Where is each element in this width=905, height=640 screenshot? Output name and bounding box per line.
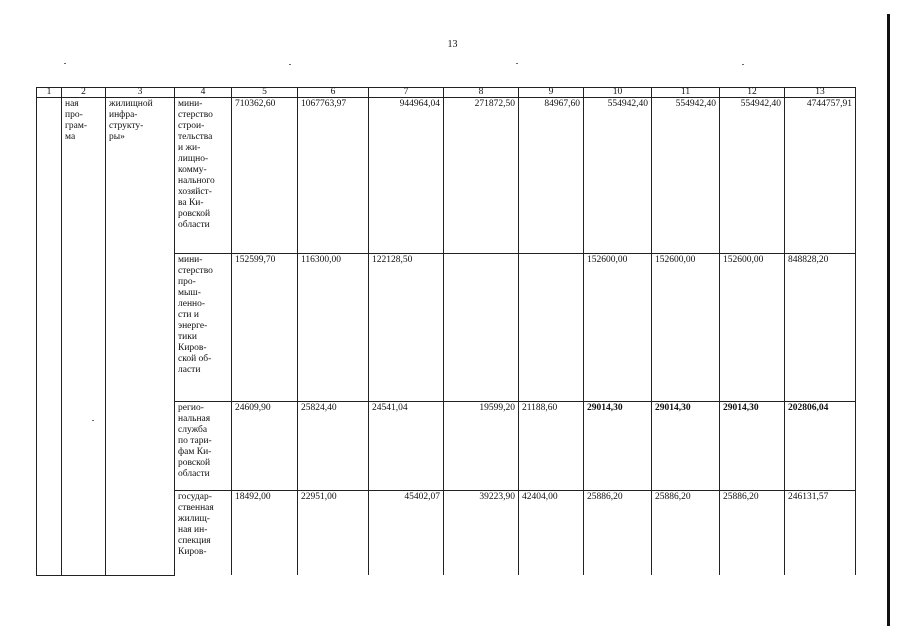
value-cell: 29014,30 (584, 402, 652, 491)
value-cell: 42404,00 (519, 491, 584, 576)
value-cell: 19599,20 (444, 402, 519, 491)
col-header: 13 (785, 88, 856, 98)
page-edge-bar (887, 14, 890, 626)
value-cell: 152600,00 (720, 254, 785, 402)
value-cell: 18492,00 (232, 491, 298, 576)
value-cell: 22951,00 (298, 491, 369, 576)
scan-speck (742, 64, 744, 65)
value-cell: 21188,60 (519, 402, 584, 491)
value-cell: 25886,20 (652, 491, 720, 576)
value-cell: 25886,20 (584, 491, 652, 576)
col-header: 1 (37, 88, 62, 98)
value-cell: 246131,57 (785, 491, 856, 576)
value-cell: 29014,30 (720, 402, 785, 491)
value-cell: 271872,50 (444, 98, 519, 254)
value-cell: 848828,20 (785, 254, 856, 402)
value-cell: 24541,04 (369, 402, 444, 491)
value-cell: 152599,70 (232, 254, 298, 402)
value-cell: 24609,90 (232, 402, 298, 491)
executor-cell: мини- стерство строи- тельства и жи- лищно- комму- нального хозяйст- ва Ки- ровской области (175, 98, 232, 254)
value-cell: 1067763,97 (298, 98, 369, 254)
scan-speck (64, 63, 66, 64)
col-header: 6 (298, 88, 369, 98)
value-cell: 45402,07 (369, 491, 444, 576)
value-cell: 25824,40 (298, 402, 369, 491)
col-header: 4 (175, 88, 232, 98)
col-header: 10 (584, 88, 652, 98)
col-header: 9 (519, 88, 584, 98)
executor-cell: государ- ственная жилищ- ная ин- спекция Киров- (175, 491, 232, 576)
table-row (37, 98, 856, 254)
col-header: 11 (652, 88, 720, 98)
value-cell: 84967,60 (519, 98, 584, 254)
executor-cell: мини- стерство про- мыш- ленно- сти и энерге- тики Киров- ской об- ласти (175, 254, 232, 402)
header-row (37, 88, 856, 98)
value-cell (519, 254, 584, 402)
value-cell: 152600,00 (584, 254, 652, 402)
empty-cell (37, 98, 62, 576)
program-subtitle-cell: жилищной инфра- структу- ры» (106, 98, 175, 576)
value-cell: 4744757,91 (785, 98, 856, 254)
value-cell: 554942,40 (720, 98, 785, 254)
executor-cell: регио- нальная служба по тари- фам Ки- ровской области (175, 402, 232, 491)
value-cell: 152600,00 (652, 254, 720, 402)
value-cell: 116300,00 (298, 254, 369, 402)
scan-speck (516, 63, 518, 64)
value-cell: 122128,50 (369, 254, 444, 402)
col-header: 12 (720, 88, 785, 98)
value-cell: 202806,04 (785, 402, 856, 491)
col-header: 5 (232, 88, 298, 98)
scan-speck (289, 64, 291, 65)
value-cell: 39223,90 (444, 491, 519, 576)
value-cell: 710362,60 (232, 98, 298, 254)
value-cell: 554942,40 (652, 98, 720, 254)
value-cell (444, 254, 519, 402)
value-cell: 554942,40 (584, 98, 652, 254)
col-header: 7 (369, 88, 444, 98)
page-number: 13 (447, 39, 458, 50)
value-cell: 25886,20 (720, 491, 785, 576)
col-header: 3 (106, 88, 175, 98)
program-name-cell: ная про- грам- ма (62, 98, 106, 576)
value-cell: 944964,04 (369, 98, 444, 254)
budget-table (36, 87, 856, 576)
col-header: 8 (444, 88, 519, 98)
col-header: 2 (62, 88, 106, 98)
value-cell: 29014,30 (652, 402, 720, 491)
